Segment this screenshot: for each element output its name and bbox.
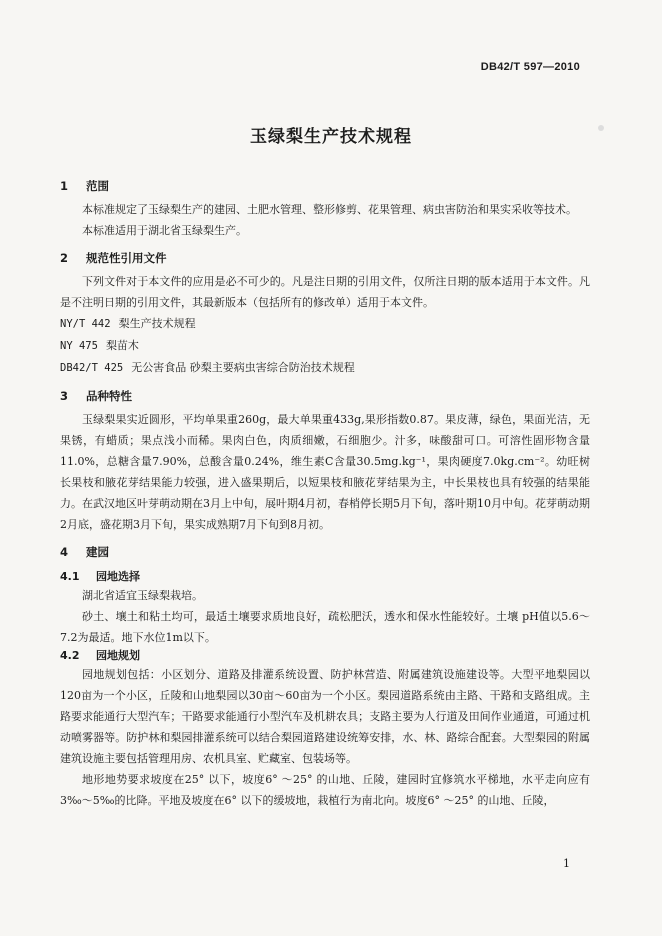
reference-code: DB42/T 425 [60,362,124,374]
subsection-number: 4.1 [60,570,80,583]
reference-item [60,335,590,357]
section-heading-variety [60,388,590,404]
paragraph: 湖北省适宜玉绿梨栽培。 [82,589,203,602]
section-heading-scope [60,178,590,194]
document-title: 玉绿梨生产技术规程 [250,127,412,147]
section-title: 规范性引用文件 [86,251,167,265]
paragraph: 玉绿梨果实近圆形，平均单果重260g，最大单果重433g,果形指数0.87。果皮薄，绿色，果面光洁，无果锈，有蜡质；果点浅小而稀。果肉白色，肉质细嫩，石细胞少。汁多，味酸甜可口。可溶性固形物含量11.0%，总糖含量7.90%，总酸含量0.24%，维生素C含量30.5mg.kg⁻¹，果肉硬度7.0kg.cm⁻²。幼旺树长果枝和腋花芽结果能力较强，进入盛果期后，以短果枝和腋花芽结果为主，中长果枝也具有较强的结果能力。在武汉地区叶芽萌动期在3月上中旬，展叶期4月初，春梢停长期5月下旬，落叶期10月中旬。花芽萌动期2月底，盛花期3月下旬，果实成熟期7月下旬到8月初。 [60,413,590,531]
section-number: 1 [60,179,69,193]
paragraph: 地形地势要求坡度在25° 以下，坡度6° ～25° 的山地、丘陵，建园时宜修筑水平梯地，水平走向应有3‰～5‰的比降。平地及坡度在6° 以下的缓坡地，栽植行为南北向。坡度6° ～25° 的山地、丘陵， [60,773,590,807]
reference-item [60,313,590,335]
section-title: 品种特性 [86,389,132,403]
section-number: 2 [60,251,69,265]
paragraph: 下列文件对于本文件的应用是必不可少的。凡是注日期的引用文件，仅所注日期的版本适用于本文件。凡是不注明日期的引用文件，其最新版本（包括所有的修改单）适用于本文件。 [60,275,590,309]
subsection-heading-planning [60,648,590,664]
section-heading-references [60,250,590,266]
paragraph: 本标准规定了玉绿梨生产的建园、土肥水管理、整形修剪、花果管理、病虫害防治和果实采收等技术。 [82,203,577,216]
reference-name: 梨苗木 [105,339,139,352]
reference-code: NY/T 442 [60,318,111,330]
paragraph: 砂土、壤土和粘土均可，最适土壤要求质地良好，疏松肥沃，透水和保水性能较好。土壤 pH值以5.6～7.2为最适。地下水位1m以下。 [60,610,590,644]
section-title: 范围 [86,179,109,193]
reference-code: NY 475 [60,340,98,352]
subsection-number: 4.2 [60,649,80,662]
section-title: 建园 [86,545,109,559]
section-number: 4 [60,545,69,559]
subsection-title: 园地选择 [96,570,140,583]
paragraph: 本标准适用于湖北省玉绿梨生产。 [82,224,247,237]
standard-code: DB42/T 597—2010 [480,61,580,73]
reference-name: 无公害食品 砂梨主要病虫害综合防治技术规程 [131,361,355,374]
document-body [60,178,590,811]
section-number: 3 [60,389,69,403]
section-heading-orchard [60,544,590,560]
subsection-title: 园地规划 [96,649,140,662]
reference-item [60,357,590,379]
reference-name: 梨生产技术规程 [118,317,196,330]
subsection-heading-site [60,569,590,585]
page-number: 1 [563,857,570,870]
paragraph: 园地规划包括：小区划分、道路及排灌系统设置、防护林营造、附属建筑设施建设等。大型平地梨园以120亩为一个小区，丘陵和山地梨园以30亩～60亩为一个小区。梨园道路系统由主路、干路和支路组成。主路要求能通行大型汽车；干路要求能通行小型汽车及机耕农具；支路主要为人行道及田间作业通道，可通过机动喷雾器等。防护林和梨园排灌系统可以结合梨园道路建设统筹安排，水、林、路综合配套。大型梨园的附属建筑设施主要包括管理用房、农机具室、贮藏室、包装场等。 [60,668,590,765]
